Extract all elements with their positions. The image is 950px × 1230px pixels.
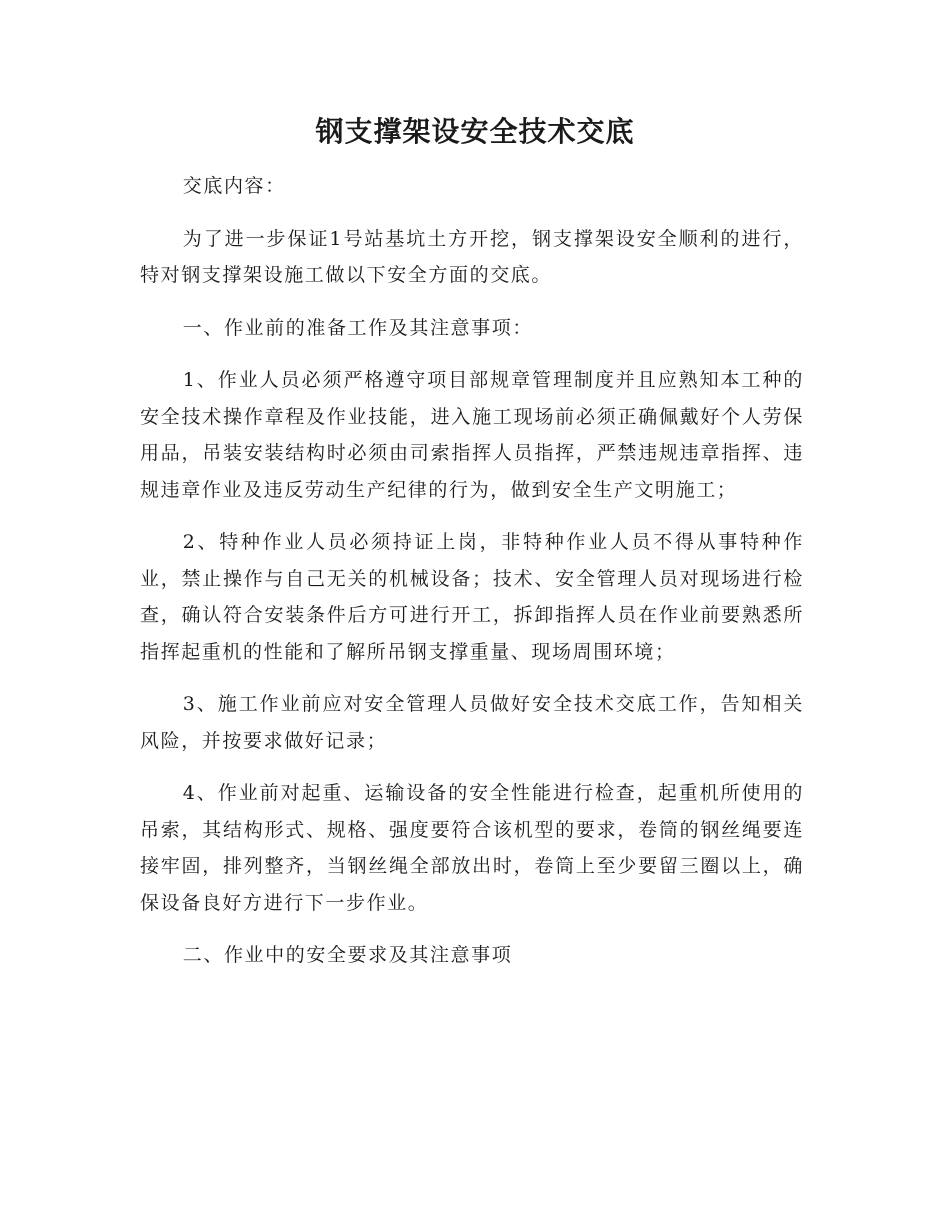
paragraph-item-3: 3、施工作业前应对安全管理人员做好安全技术交底工作，告知相关风险，并按要求做好记录；: [140, 693, 804, 752]
section-heading-preparation: 一、作业前的准备工作及其注意事项：: [182, 316, 533, 339]
section-heading-during-work: 二、作业中的安全要求及其注意事项: [182, 944, 513, 966]
paragraph-intro-label: 交底内容：: [182, 175, 286, 197]
document-body: [140, 168, 804, 974]
paragraph-item-1: 1、作业人员必须严格遵守项目部规章管理制度并且应熟知本工种的安全技术操作章程及作业技能，进入施工现场前必须正确佩戴好个人劳保用品，吊装安装结构时必须由司索指挥人员指挥，严禁违规违章指挥、违规违章作业及违反劳动生产纪律的行为，做到安全生产文明施工；: [140, 369, 804, 501]
document-title: 钢支撑架设安全技术交底: [315, 115, 635, 148]
paragraph-purpose: 为了进一步保证1号站基坑土方开挖，钢支撑架设安全顺利的进行，特对钢支撑架设施工做以下安全方面的交底。: [140, 227, 804, 286]
paragraph-item-2: 2、特种作业人员必须持证上岗，非特种作业人员不得从事特种作业，禁止操作与自己无关的机械设备；技术、安全管理人员对现场进行检查，确认符合安装条件后方可进行开工，拆卸指挥人员在作业前要熟悉所指挥起重机的性能和了解所吊钢支撑重量、现场周围环境；: [140, 531, 804, 663]
paragraph-item-4: 4、作业前对起重、运输设备的安全性能进行检查，起重机所使用的吊索，其结构形式、规格、强度要符合该机型的要求，卷筒的钢丝绳要连接牢固，排列整齐，当钢丝绳全部放出时，卷筒上至少要留三圈以上，确保设备良好方进行下一步作业。: [140, 782, 804, 914]
